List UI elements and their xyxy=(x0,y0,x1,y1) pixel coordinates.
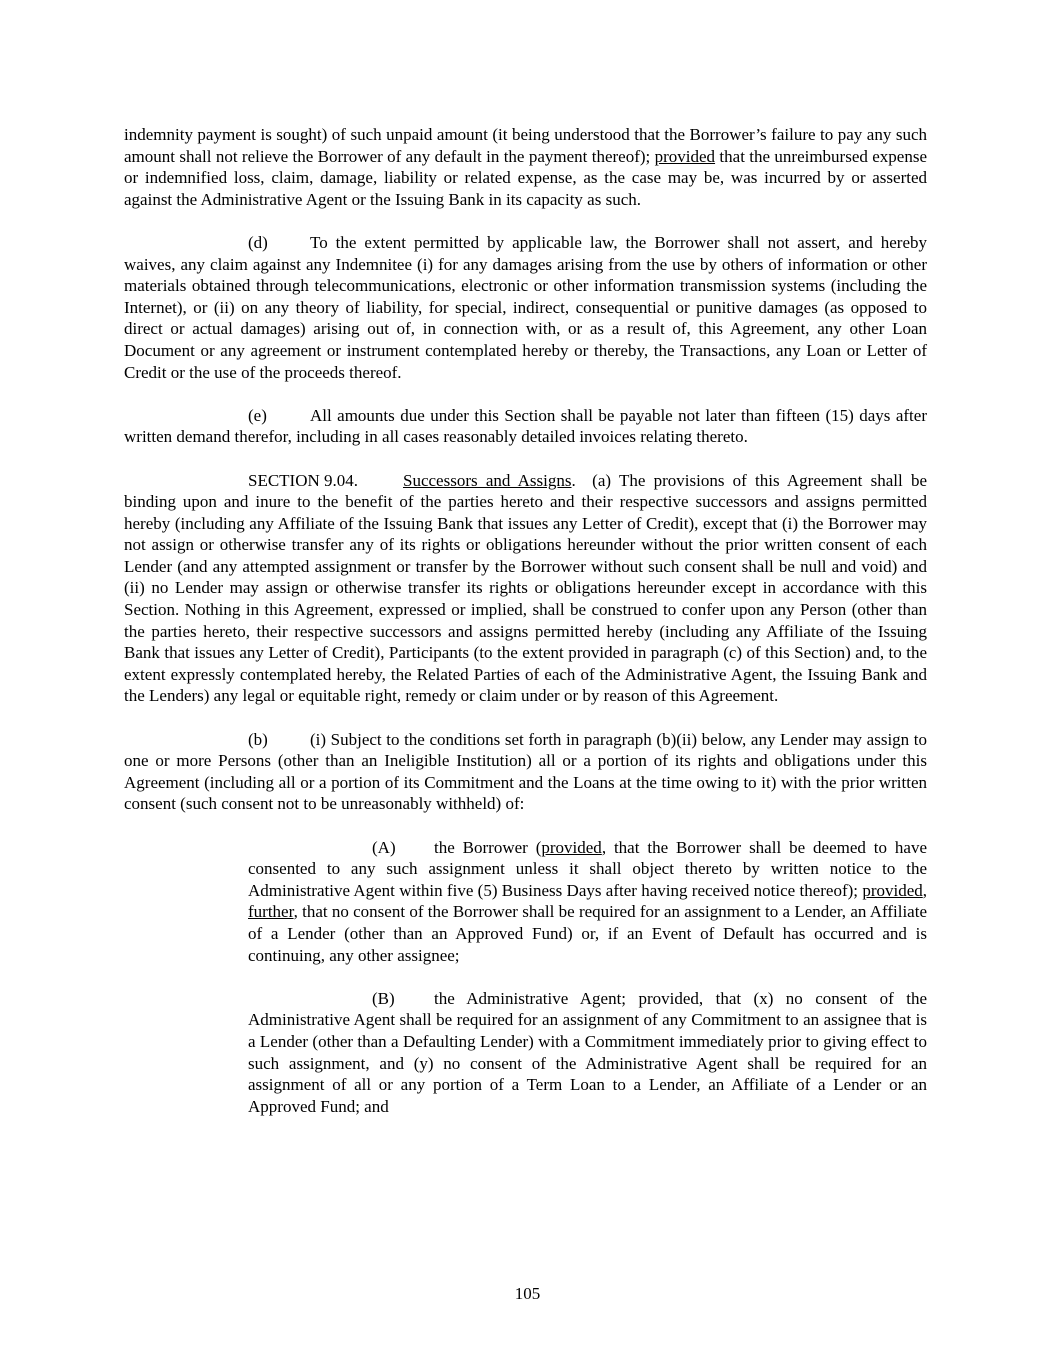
subparagraph-B xyxy=(248,988,927,1118)
page-number: 105 xyxy=(514,1284,541,1303)
provided-term: provided xyxy=(541,837,602,857)
paragraph-d xyxy=(124,232,927,383)
paragraph-text: (i) Subject to the conditions set forth in paragraph (b)(ii) below, any Lender may assign to one or more Persons (other than an Ineligible Institution) all or a portion of its rights and obligations under this Agreement (including all or a portion of its Commitment and the Loans at the time owing to it) with the prior written consent (such consent not to be unreasonably withheld) of: xyxy=(124,729,927,814)
subparagraph-label: (A) xyxy=(372,837,396,857)
section-title: Successors and Assigns xyxy=(403,470,572,490)
text-run: , xyxy=(922,880,927,900)
paragraph-text: To the extent permitted by applicable law, the Borrower shall not assert, and hereby waives, any claim against any Indemnitee (i) for any damages arising from the use by others of information or other materials obtained through telecommunications, electronic or other information transmission systems (including the Internet), or (ii) on any theory of liability, for special, indirect, consequential or punitive damages (as opposed to direct or actual damages) arising out of, in connection with, or as a result of, this Agreement, any other Loan Document or any agreement or instrument contemplated hereby or thereby, the Transactions, any Loan or Letter of Credit or the use of the proceeds thereof. xyxy=(124,232,927,382)
paragraph-text: All amounts due under this Section shall be payable not later than fifteen (15) days after written demand therefor, including in all cases reasonably detailed invoices relating thereto. xyxy=(124,405,927,447)
provided-term: provided xyxy=(862,880,923,900)
text-run: the Borrower ( xyxy=(434,837,542,857)
section-number: SECTION 9.04. xyxy=(248,470,359,490)
section-title-punct: . xyxy=(571,470,576,490)
subparagraph-label: (B) xyxy=(372,988,395,1008)
section-9-04 xyxy=(124,470,927,708)
subparagraph-A xyxy=(248,837,927,967)
subparagraph-text: the Administrative Agent; provided, that (x) no consent of the Administrative Agent shall be required for an assignment of any Commitment to an assignee that is a Lender (other than a Defaulting Lender) with a Commitment immediately prior to giving effect to such assignment, and (y) no consent of the Administrative Agent shall be required for an assignment of all or any portion of a Term Loan to a Lender, an Affiliate of a Lender or an Approved Fund; and xyxy=(248,988,927,1116)
further-term: further xyxy=(248,902,294,922)
document-body xyxy=(124,124,927,1117)
paragraph-c-continuation xyxy=(124,124,927,210)
paragraph-b xyxy=(124,729,927,815)
paragraph-label: (e) xyxy=(248,405,267,425)
paragraph-label: (d) xyxy=(248,232,268,252)
text-run: , that the Borrower shall be deemed to have consented to any such assignment unless it shall object thereto by written notice to the Administrative Agent within five (5) Business Days after having received notice thereof); xyxy=(248,837,927,900)
text-run: , that no consent of the Borrower shall be required for an assignment to a Lender, an Affiliate of a Lender (other than an Approved Fund) or, if an Event of Default has occurred and is continuing, any other assignee; xyxy=(248,902,927,965)
provided-term: provided xyxy=(654,146,716,166)
section-text: (a) The provisions of this Agreement shall be binding upon and inure to the benefit of the parties hereto and their respective successors and assigns permitted hereby (including any Affiliate of the Issuing Bank that issues any Letter of Credit), except that (i) the Borrower may not assign or otherwise transfer any of its rights or obligations hereunder without the prior written consent of each Lender (and any attempted assignment or transfer by the Borrower without such consent shall be null and void) and (ii) no Lender may assign or otherwise transfer its rights or obligations hereunder except in accordance with this Section. Nothing in this Agreement, expressed or implied, shall be construed to confer upon any Person (other than the parties hereto, their respective successors and assigns permitted hereby (including any Affiliate of the Issuing Bank that issues any Letter of Credit), Participants (to the extent provided in paragraph (c) of this Section) and, to the extent expressly contemplated hereby, the Related Parties of each of the Administrative Agent, the Issuing Bank and the Lenders) any legal or equitable right, remedy or claim under or by reason of this Agreement. xyxy=(124,470,927,706)
text-run: that the unreimbursed expense or indemnified loss, claim, damage, liability or related expense, as the case may be, was incurred by or asserted against the Administrative Agent or the Issuing Bank in its capacity as such. xyxy=(124,146,927,209)
text-run: indemnity payment is sought) of such unpaid amount (it being understood that the Borrower’s failure to pay any such amount shall not relieve the Borrower of any default in the payment thereof); xyxy=(124,125,927,166)
paragraph-label: (b) xyxy=(248,729,268,749)
paragraph-e xyxy=(124,405,927,448)
